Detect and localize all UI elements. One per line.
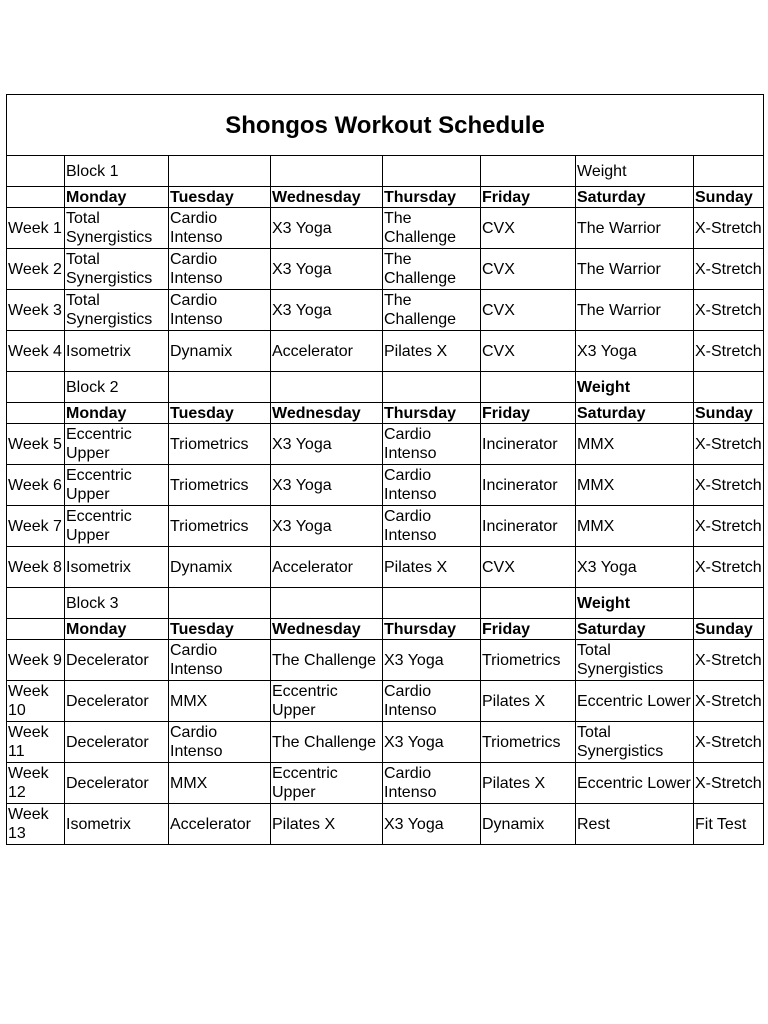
empty-cell [169, 588, 271, 619]
day-header-monday: Monday [65, 187, 169, 208]
day-header-saturday: Saturday [576, 187, 694, 208]
empty-cell [7, 187, 65, 208]
empty-cell [383, 372, 481, 403]
day-header-thursday: Thursday [383, 403, 481, 424]
table-row [7, 290, 764, 331]
workout-cell: Eccentric Lower [576, 681, 694, 722]
workout-cell: X3 Yoga [271, 465, 383, 506]
empty-cell [481, 156, 576, 187]
week-label: Week 4 [7, 331, 65, 372]
workout-cell: X3 Yoga [383, 722, 481, 763]
workout-cell: Pilates X [481, 681, 576, 722]
day-header-tuesday: Tuesday [169, 619, 271, 640]
week-label: Week 6 [7, 465, 65, 506]
workout-cell: Triometrics [481, 722, 576, 763]
workout-cell: Cardio Intenso [169, 290, 271, 331]
day-header-thursday: Thursday [383, 619, 481, 640]
weight-label: Weight [576, 156, 694, 187]
workout-cell: Cardio Intenso [169, 640, 271, 681]
block-label: Block 2 [65, 372, 169, 403]
workout-cell: Decelerator [65, 640, 169, 681]
workout-cell: X3 Yoga [576, 547, 694, 588]
workout-cell: X-Stretch [694, 465, 764, 506]
workout-cell: Total Synergistics [65, 249, 169, 290]
table-row [7, 465, 764, 506]
workout-cell: Isometrix [65, 547, 169, 588]
workout-cell: MMX [576, 506, 694, 547]
day-header-friday: Friday [481, 619, 576, 640]
workout-cell: Total Synergistics [576, 640, 694, 681]
workout-cell: Cardio Intenso [383, 506, 481, 547]
empty-cell [694, 588, 764, 619]
empty-cell [271, 372, 383, 403]
workout-cell: Triometrics [481, 640, 576, 681]
empty-cell [7, 588, 65, 619]
table-row [7, 208, 764, 249]
empty-cell [694, 372, 764, 403]
workout-cell: Triometrics [169, 424, 271, 465]
workout-cell: Cardio Intenso [383, 681, 481, 722]
workout-cell: Eccentric Upper [65, 424, 169, 465]
workout-cell: X-Stretch [694, 547, 764, 588]
workout-cell: Incinerator [481, 424, 576, 465]
day-header-saturday: Saturday [576, 619, 694, 640]
table-row [7, 331, 764, 372]
title-row [7, 95, 764, 156]
workout-cell: X-Stretch [694, 506, 764, 547]
workout-cell: Pilates X [383, 331, 481, 372]
workout-cell: MMX [576, 424, 694, 465]
workout-cell: Rest [576, 804, 694, 845]
block-label: Block 1 [65, 156, 169, 187]
day-header-tuesday: Tuesday [169, 187, 271, 208]
workout-cell: Total Synergistics [65, 290, 169, 331]
workout-cell: Eccentric Upper [271, 681, 383, 722]
workout-cell: CVX [481, 547, 576, 588]
weight-label: Weight [576, 588, 694, 619]
workout-cell: X3 Yoga [271, 290, 383, 331]
workout-cell: Incinerator [481, 506, 576, 547]
workout-cell: Decelerator [65, 763, 169, 804]
workout-cell: X3 Yoga [383, 804, 481, 845]
table-row [7, 424, 764, 465]
table-row [7, 763, 764, 804]
week-label: Week 3 [7, 290, 65, 331]
day-header-saturday: Saturday [576, 403, 694, 424]
empty-cell [7, 372, 65, 403]
workout-cell: Triometrics [169, 465, 271, 506]
workout-cell: Pilates X [481, 763, 576, 804]
day-header-sunday: Sunday [694, 403, 764, 424]
workout-cell: X-Stretch [694, 722, 764, 763]
workout-cell: X3 Yoga [383, 640, 481, 681]
week-label: Week 11 [7, 722, 65, 763]
workout-cell: MMX [576, 465, 694, 506]
workout-cell: Cardio Intenso [169, 208, 271, 249]
workout-cell: Cardio Intenso [169, 722, 271, 763]
block-header-row [7, 372, 764, 403]
workout-cell: Decelerator [65, 681, 169, 722]
workout-cell: Eccentric Upper [65, 506, 169, 547]
workout-cell: Accelerator [271, 331, 383, 372]
table-row [7, 640, 764, 681]
day-header-monday: Monday [65, 619, 169, 640]
empty-cell [694, 156, 764, 187]
workout-cell: Accelerator [271, 547, 383, 588]
workout-cell: The Challenge [271, 722, 383, 763]
workout-cell: Cardio Intenso [383, 465, 481, 506]
day-header-row [7, 619, 764, 640]
empty-cell [169, 372, 271, 403]
workout-cell: The Challenge [383, 208, 481, 249]
block-header-row [7, 588, 764, 619]
day-header-sunday: Sunday [694, 619, 764, 640]
workout-cell: Isometrix [65, 804, 169, 845]
week-label: Week 10 [7, 681, 65, 722]
workout-cell: Dynamix [481, 804, 576, 845]
empty-cell [383, 588, 481, 619]
workout-cell: The Challenge [383, 290, 481, 331]
workout-schedule-table [6, 94, 764, 845]
week-label: Week 1 [7, 208, 65, 249]
workout-cell: Isometrix [65, 331, 169, 372]
table-row [7, 506, 764, 547]
day-header-row [7, 187, 764, 208]
workout-cell: Pilates X [383, 547, 481, 588]
week-label: Week 7 [7, 506, 65, 547]
week-label: Week 12 [7, 763, 65, 804]
table-row [7, 547, 764, 588]
day-header-friday: Friday [481, 403, 576, 424]
workout-cell: MMX [169, 763, 271, 804]
workout-cell: X-Stretch [694, 640, 764, 681]
workout-cell: Fit Test [694, 804, 764, 845]
workout-cell: X-Stretch [694, 331, 764, 372]
week-label: Week 13 [7, 804, 65, 845]
empty-cell [481, 372, 576, 403]
workout-cell: Dynamix [169, 547, 271, 588]
workout-cell: CVX [481, 208, 576, 249]
day-header-friday: Friday [481, 187, 576, 208]
week-label: Week 8 [7, 547, 65, 588]
table-row [7, 804, 764, 845]
workout-cell: Accelerator [169, 804, 271, 845]
block-header-row [7, 156, 764, 187]
workout-cell: X3 Yoga [576, 331, 694, 372]
workout-cell: CVX [481, 290, 576, 331]
empty-cell [271, 588, 383, 619]
day-header-wednesday: Wednesday [271, 187, 383, 208]
table-row [7, 681, 764, 722]
day-header-sunday: Sunday [694, 187, 764, 208]
week-label: Week 5 [7, 424, 65, 465]
empty-cell [7, 619, 65, 640]
page-title: Shongos Workout Schedule [7, 95, 764, 156]
workout-cell: Pilates X [271, 804, 383, 845]
week-label: Week 9 [7, 640, 65, 681]
workout-cell: X3 Yoga [271, 506, 383, 547]
workout-cell: The Warrior [576, 290, 694, 331]
workout-cell: Decelerator [65, 722, 169, 763]
empty-cell [169, 156, 271, 187]
workout-cell: The Challenge [271, 640, 383, 681]
workout-cell: X-Stretch [694, 424, 764, 465]
day-header-wednesday: Wednesday [271, 619, 383, 640]
workout-cell: Eccentric Lower [576, 763, 694, 804]
weight-label: Weight [576, 372, 694, 403]
empty-cell [383, 156, 481, 187]
day-header-tuesday: Tuesday [169, 403, 271, 424]
block-label: Block 3 [65, 588, 169, 619]
workout-cell: X-Stretch [694, 681, 764, 722]
workout-cell: X-Stretch [694, 249, 764, 290]
empty-cell [7, 156, 65, 187]
workout-cell: Total Synergistics [65, 208, 169, 249]
day-header-thursday: Thursday [383, 187, 481, 208]
workout-cell: Cardio Intenso [169, 249, 271, 290]
workout-cell: Cardio Intenso [383, 424, 481, 465]
workout-cell: Dynamix [169, 331, 271, 372]
table-row [7, 249, 764, 290]
table-row [7, 722, 764, 763]
workout-cell: Triometrics [169, 506, 271, 547]
empty-cell [7, 403, 65, 424]
workout-cell: X-Stretch [694, 763, 764, 804]
workout-cell: X-Stretch [694, 208, 764, 249]
workout-cell: The Warrior [576, 249, 694, 290]
workout-cell: The Warrior [576, 208, 694, 249]
workout-cell: Cardio Intenso [383, 763, 481, 804]
workout-cell: CVX [481, 331, 576, 372]
workout-cell: Total Synergistics [576, 722, 694, 763]
empty-cell [481, 588, 576, 619]
day-header-row [7, 403, 764, 424]
workout-cell: Incinerator [481, 465, 576, 506]
empty-cell [271, 156, 383, 187]
workout-cell: X3 Yoga [271, 249, 383, 290]
day-header-monday: Monday [65, 403, 169, 424]
week-label: Week 2 [7, 249, 65, 290]
workout-cell: CVX [481, 249, 576, 290]
workout-cell: Eccentric Upper [65, 465, 169, 506]
workout-cell: X3 Yoga [271, 424, 383, 465]
workout-cell: Eccentric Upper [271, 763, 383, 804]
workout-cell: X3 Yoga [271, 208, 383, 249]
day-header-wednesday: Wednesday [271, 403, 383, 424]
workout-cell: X-Stretch [694, 290, 764, 331]
workout-cell: MMX [169, 681, 271, 722]
workout-cell: The Challenge [383, 249, 481, 290]
